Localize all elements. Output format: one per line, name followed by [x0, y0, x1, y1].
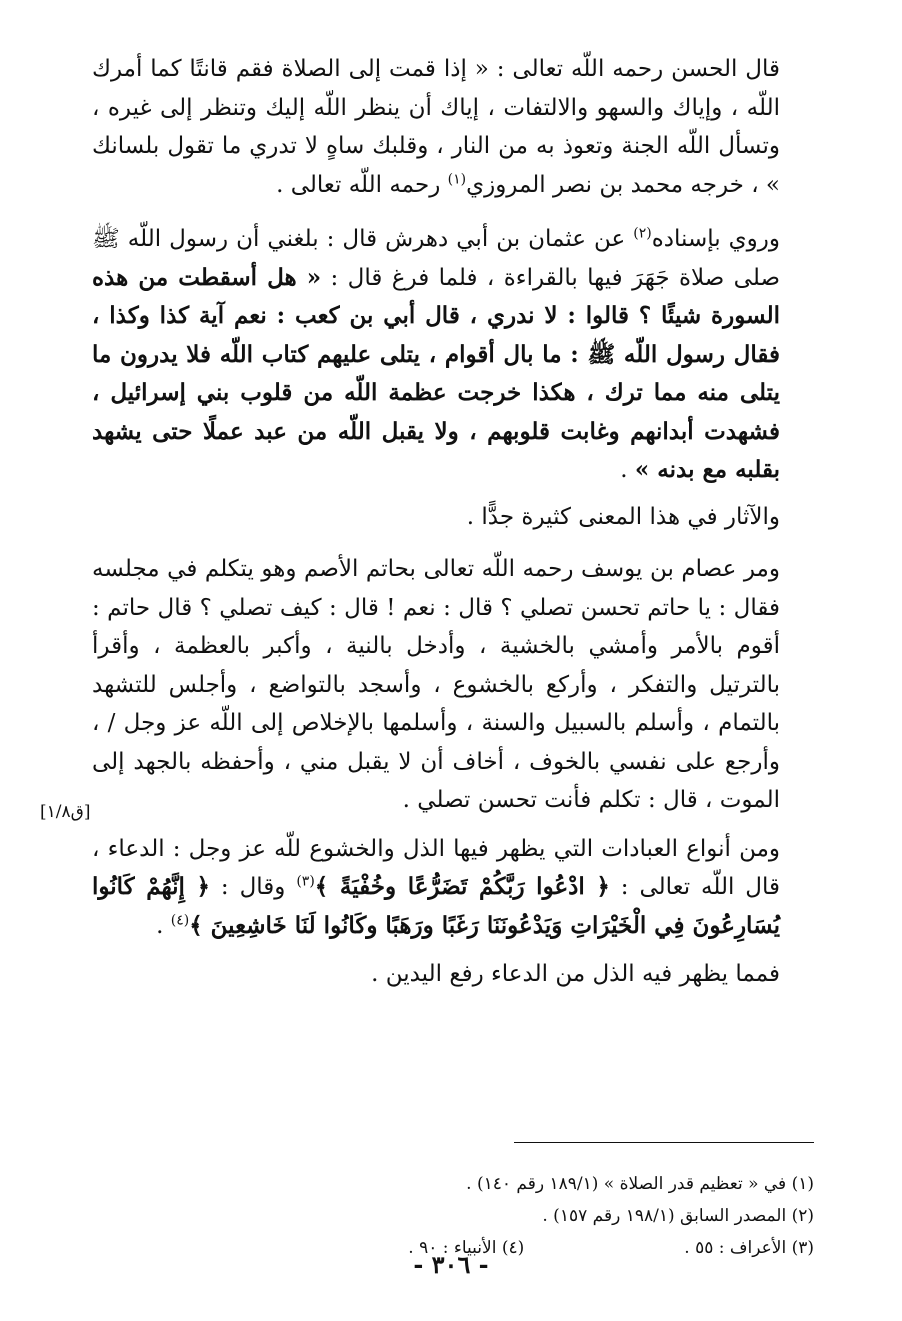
footnote-divider [514, 1142, 814, 1143]
paragraph-uthman-hadith [92, 220, 814, 490]
quran-verse-1: ﴿ ادْعُوا رَبَّكُمْ تَضَرُّعًا وخُفْيَةً ﴾ [314, 873, 610, 900]
page-body [40, 50, 814, 1258]
paragraph-athar: والآثار في هذا المعنى كثيرة جدًّا . [466, 503, 780, 530]
footnote-ref-2[interactable]: (٢) [633, 225, 652, 242]
page-number: - ٣٠٦ - [413, 1250, 489, 1279]
footnote-2: (٢) المصدر السابق (١٩٨/١ رقم ١٥٧) . [542, 1206, 814, 1226]
paragraph-text: ومن أنواع العبادات التي يظهر فيها الذل والخشوع للّه عز وجل : الدعاء ، قال اللّه تعالى : [92, 835, 780, 900]
paragraph-text: عن عثمان بن أبي دهرش قال : بلغني أن رسول اللّه ﷺ صلى صلاة جَهَرَ فيها بالقراءة ، فلما فرغ قال : [92, 226, 780, 291]
paragraph-text: رحمه اللّه تعالى . [276, 171, 448, 198]
paragraph-text: وقال : [210, 874, 297, 900]
footnote-1: (١) في « تعظيم قدر الصلاة » (١٨٩/١ رقم ١٤٠) . [466, 1174, 814, 1194]
footnote-ref-1[interactable]: (١) [447, 170, 467, 187]
footnote-ref-3[interactable]: (٣) [296, 873, 315, 890]
paragraph-raising-hands: فمما يظهر فيه الذل من الدعاء رفع اليدين . [371, 961, 780, 987]
quran-verse-2: ﴿ إِنَّهُمْ كَانُوا يُسَارِعُونَ فِي الْخَيْرَاتِ وَيَدْعُونَنَا رَغَبًا ورَهَبًا وكَانُوا لَنَا خَاشِعِينَ ﴾ [92, 873, 780, 939]
paragraph-dua [92, 830, 814, 946]
hadith-bold-text: « هل أسقطت من هذه السورة شيئًا ؟ قالوا : لا ندري ، قال أبي بن كعب : نعم آية كذا وكذا ، فقال رسول اللّه ﷺ : ما بال أقوام ، يتلى عليهم كتاب اللّه فلا يدرون ما يتلى منه مما ترك ، هكذا خرجت عظمة اللّه من قلوب بني إسرائيل ، فشهدت أبدانهم وغابت قلوبهم ، ولا يقبل اللّه من عبد عملًا حتى يشهد بقلبه مع بدنه » [92, 263, 780, 483]
paragraph-text: . [156, 912, 171, 939]
manuscript-folio-note: [ق١/٨] [40, 802, 91, 822]
paragraph-text: وروي بإسناده [651, 226, 780, 252]
footnote-4: (٤) الأنبياء : ٩٠ . [408, 1238, 525, 1258]
footnote-3: (٣) الأعراف : ٥٥ . [684, 1238, 814, 1258]
paragraph-hatim: ومر عصام بن يوسف رحمه اللّه تعالى بحاتم الأصم وهو يتكلم في مجلسه فقال : يا حاتم تحسن تصلي ؟ قال : نعم ! قال : كيف تصلي ؟ قال حاتم : أقوم بالأمر وأمشي بالخشية ، وأدخل بالنية ، وأكبر بالعظمة ، وأقرأ بالترتيل والتفكر ، وأركع بالخشوع ، وأسجد بالتواضع ، وأجلس للتشهد بالتمام ، وأسلم بالسبيل والسنة ، وأسلمها بالإخلاص إلى اللّه عز وجل / ، وأرجع على نفسي بالخوف ، أخاف أن لا يقبل مني ، وأحفظه بالجهد إلى الموت ، قال : تكلم فأنت تحسن تصلي . [92, 556, 780, 813]
paragraph-hasan-quote [92, 50, 814, 204]
footnote-ref-4[interactable]: (٤) [170, 911, 190, 928]
paragraph-text: . [620, 457, 635, 483]
paragraph-text: قال الحسن رحمه اللّه تعالى : « إذا قمت إلى الصلاة فقم قانتًا كما أمرك اللّه ، وإياك والسهو والالتفات ، إياك أن ينظر اللّه إليك وتنظر إلى غيره ، وتسأل اللّه الجنة وتعوذ به من النار ، وقلبك ساهٍ لا تدري ما تقول بلسانك » ، خرجه محمد بن نصر المروزي [92, 56, 780, 198]
